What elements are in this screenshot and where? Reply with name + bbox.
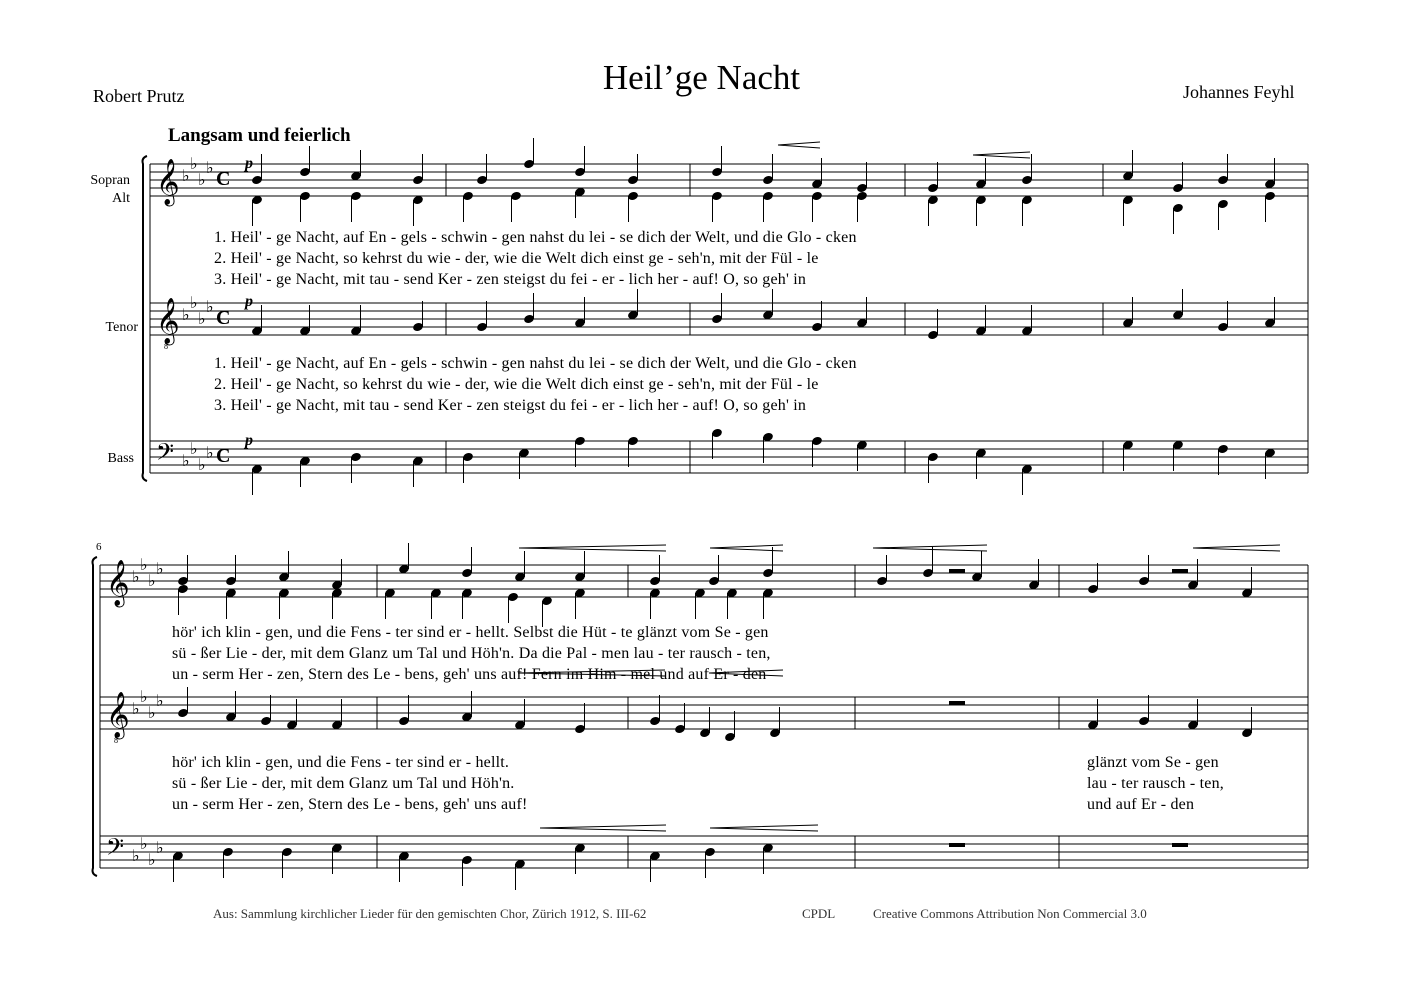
- dynamic-piano: p: [245, 155, 253, 172]
- cpdl-credit: CPDL: [802, 906, 836, 921]
- dynamic-piano: p: [245, 293, 253, 310]
- dynamic-piano: p: [245, 432, 253, 449]
- lyric-line: sü - ßer Lie - der, mit dem Glanz um Tal und Höh'n. Da die Pal - men lau - ter rausch - ten,: [172, 645, 771, 662]
- flat-sign: ♭: [190, 439, 198, 458]
- hairpin: [518, 670, 665, 676]
- composer-credit: Johannes Feyhl: [1183, 82, 1295, 102]
- flat-sign: ♭: [132, 567, 140, 586]
- flat-sign: ♭: [148, 571, 156, 590]
- treble-clef: 𝄞: [106, 560, 130, 606]
- lyric-line: lau - ter rausch - ten,: [1087, 775, 1224, 792]
- flat-sign: ♭: [182, 305, 190, 324]
- flat-sign: ♭: [156, 559, 164, 578]
- hairpin: [710, 825, 818, 831]
- whole-rest: [1172, 569, 1188, 573]
- flat-sign: ♭: [206, 297, 214, 316]
- hairpin: [778, 142, 820, 148]
- time-signature: C: [216, 445, 231, 467]
- page-title: Heil’ge Nacht: [602, 58, 801, 97]
- lyric-line: 3. Heil' - ge Nacht, mit tau - send Ker - zen steigst du fei - er - lich her - auf! O, so geh' in: [214, 271, 807, 288]
- system-bracket: [93, 557, 98, 876]
- lyric-line: und auf Er - den: [1087, 796, 1195, 813]
- voice-label-bass: Bass: [107, 451, 134, 466]
- lyric-line: 2. Heil' - ge Nacht, so kehrst du wie - der, wie die Welt dich einst ge - seh'n, mit der Fül - le: [214, 250, 819, 267]
- octave-mark: 8: [164, 342, 168, 351]
- system-bracket: [143, 156, 148, 481]
- hairpin: [1193, 545, 1280, 551]
- flat-sign: ♭: [132, 699, 140, 718]
- flat-sign: ♭: [198, 455, 206, 474]
- poet-credit: Robert Prutz: [93, 86, 185, 106]
- hairpin: [519, 545, 666, 551]
- treble-clef: 𝄞: [156, 159, 180, 205]
- octave-mark: 8: [114, 736, 118, 745]
- flat-sign: ♭: [206, 443, 214, 462]
- voice-label-tenor: Tenor: [105, 320, 138, 335]
- bass-clef: 𝄢: [106, 833, 125, 866]
- voice-label-soprano-alto: Sopran Alt: [90, 173, 130, 206]
- lyric-line: 2. Heil' - ge Nacht, so kehrst du wie - der, wie die Welt dich einst ge - seh'n, mit der Fül - le: [214, 376, 819, 393]
- source-credit: Aus: Sammlung kirchlicher Lieder für den gemischten Chor, Zürich 1912, S. III-62: [213, 906, 647, 921]
- lyric-line: un - serm Her - zen, Stern des Le - bens, geh' uns auf!: [172, 796, 528, 813]
- lyric-line: 1. Heil' - ge Nacht, auf En - gels - schwin - gen nahst du lei - se dich der Welt, und die Glo - cken: [214, 229, 857, 246]
- flat-sign: ♭: [140, 687, 148, 706]
- bass-clef: 𝄢: [156, 438, 175, 471]
- lyric-line: 3. Heil' - ge Nacht, mit tau - send Ker - zen steigst du fei - er - lich her - auf! O, so geh' in: [214, 397, 807, 414]
- whole-rest: [949, 701, 965, 705]
- flat-sign: ♭: [156, 691, 164, 710]
- flat-sign: ♭: [198, 309, 206, 328]
- whole-rest: [949, 569, 965, 573]
- flat-sign: ♭: [206, 158, 214, 177]
- lyric-line: hör' ich klin - gen, und die Fens - ter sind er - hellt.: [172, 754, 510, 771]
- flat-sign: ♭: [190, 154, 198, 173]
- flat-sign: ♭: [148, 703, 156, 722]
- time-signature: C: [216, 168, 231, 190]
- flat-sign: ♭: [190, 293, 198, 312]
- flat-sign: ♭: [140, 555, 148, 574]
- measure-number: 6: [96, 541, 102, 553]
- lyric-line: glänzt vom Se - gen: [1087, 754, 1219, 771]
- treble-clef: 𝄞: [156, 298, 180, 344]
- hairpin: [973, 152, 1030, 158]
- license-credit: Creative Commons Attribution Non Commercial 3.0: [873, 906, 1147, 921]
- flat-sign: ♭: [140, 834, 148, 853]
- flat-sign: ♭: [182, 451, 190, 470]
- hairpin: [873, 545, 987, 551]
- time-signature: C: [216, 307, 231, 329]
- lyric-line: sü - ßer Lie - der, mit dem Glanz um Tal und Höh'n.: [172, 775, 515, 792]
- whole-rest: [949, 843, 965, 847]
- lyric-line: 1. Heil' - ge Nacht, auf En - gels - schwin - gen nahst du lei - se dich der Welt, und die Glo - cken: [214, 355, 857, 372]
- hairpin: [540, 825, 666, 831]
- whole-rest: [1172, 843, 1188, 847]
- flat-sign: ♭: [198, 170, 206, 189]
- lyric-line: hör' ich klin - gen, und die Fens - ter sind er - hellt. Selbst die Hüt - te glänzt vom Se - gen: [172, 624, 769, 641]
- tempo-marking: Langsam und feierlich: [168, 125, 351, 146]
- flat-sign: ♭: [132, 846, 140, 865]
- treble-clef: 𝄞: [106, 692, 130, 738]
- flat-sign: ♭: [182, 166, 190, 185]
- flat-sign: ♭: [156, 838, 164, 857]
- flat-sign: ♭: [148, 850, 156, 869]
- hairpin: [709, 670, 783, 676]
- lyric-line: un - serm Her - zen, Stern des Le - bens, geh' uns auf! Fern im Him - mel und auf Er - den: [172, 666, 767, 683]
